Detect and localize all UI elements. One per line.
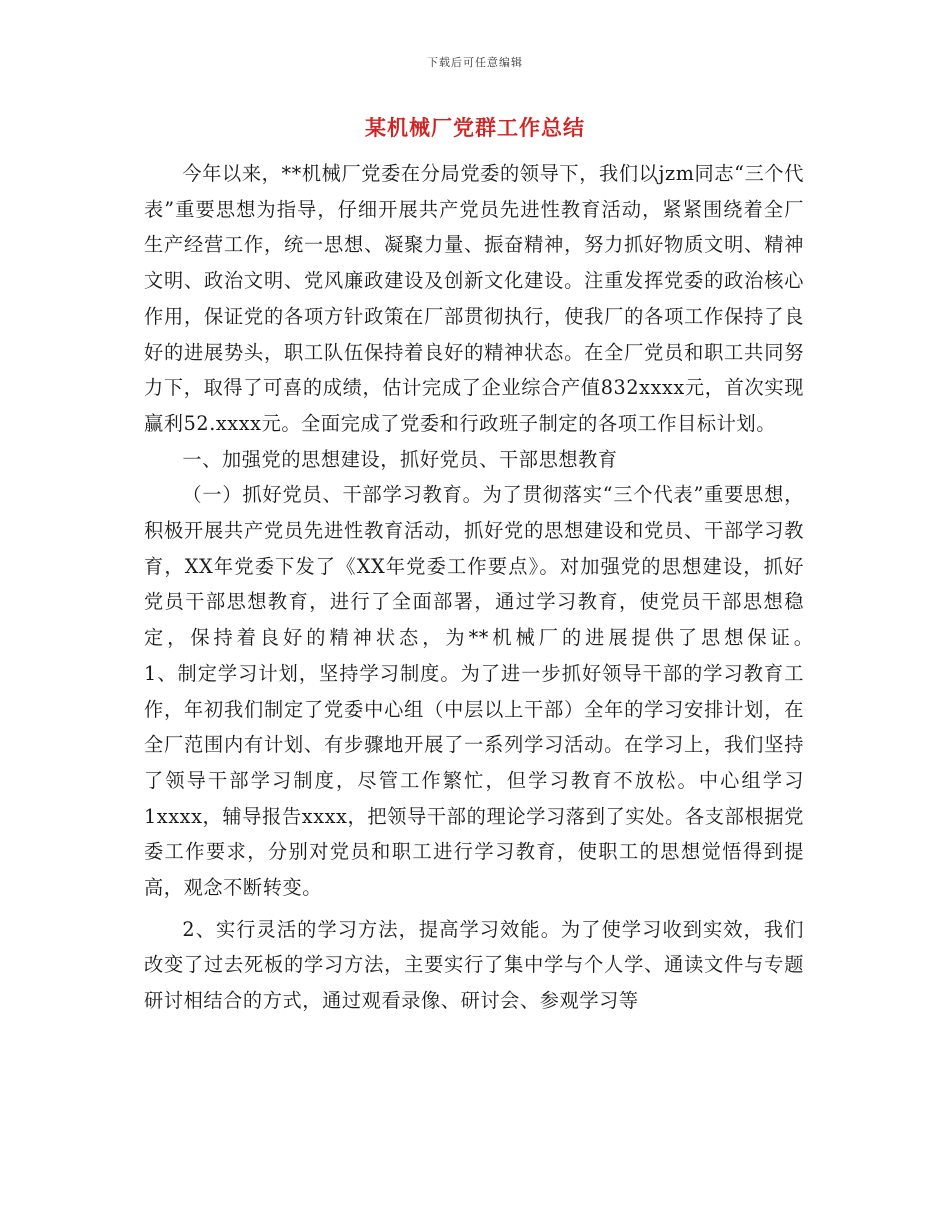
- document-body: [144, 156, 884, 1019]
- paragraph-intro: 今年以来，**机械厂党委在分局党委的领导下，我们以jzm同志“三个代表”重要思想为指导，仔细开展共产党员先进性教育活动，紧紧围绕着全厂生产经营工作，统一思想、凝聚力量、振奋精神，努力抓好物质文明、精神文明、政治文明、党风廉政建设及创新文化建设。注重发挥党委的政治核心作用，保证党的各项方针政策在厂部贯彻执行，使我厂的各项工作保持了良好的进展势头，职工队伍保持着良好的精神状态。在全厂党员和职工共同努力下，取得了可喜的成绩，估计完成了企业综合产值832xxxx元，首次实现赢利52.xxxx元。全面完成了党委和行政班子制定的各项工作目标计划。: [144, 162, 804, 435]
- document-title: 某机械厂党群工作总结: [365, 115, 585, 140]
- section-heading: 一、加强党的思想建设，抓好党员、干部思想教育: [182, 447, 618, 471]
- paragraph-subsection-1: （一）抓好党员、干部学习教育。为了贯彻落实“三个代表”重要思想，积极开展共产党员先进性教育活动，抓好党的思想建设和党员、干部学习教育，XX年党委下发了《XX年党委工作要点》。对加强党的思想建设，抓好党员干部思想教育，进行了全面部署，通过学习教育，使党员干部思想稳定，保持着良好的精神状态，为**机械厂的进展提供了思想保证。 1、制定学习计划，坚持学习制度。为了进一步抓好领导干部的学习教育工作，年初我们制定了党委中心组（中层以上干部）全年的学习安排计划，在全厂范围内有计划、有步骤地开展了一系列学习活动。在学习上，我们坚持了领导干部学习制度，尽管工作繁忙，但学习教育不放松。中心组学习1xxxx，辅导报告xxxx，把领导干部的理论学习落到了实处。各支部根据党委工作要求，分别对党员和职工进行学习教育，使职工的思想觉悟得到提高，观念不断转变。: [144, 483, 884, 900]
- page-header-note: 下载后可任意编辑: [427, 56, 523, 69]
- paragraph-subsection-2: 2、实行灵活的学习方法，提高学习效能。为了使学习收到实效，我们改变了过去死板的学习方法，主要实行了集中学与个人学、通读文件与专题研讨相结合的方式，通过观看录像、研讨会、参观学习等: [144, 917, 804, 1013]
